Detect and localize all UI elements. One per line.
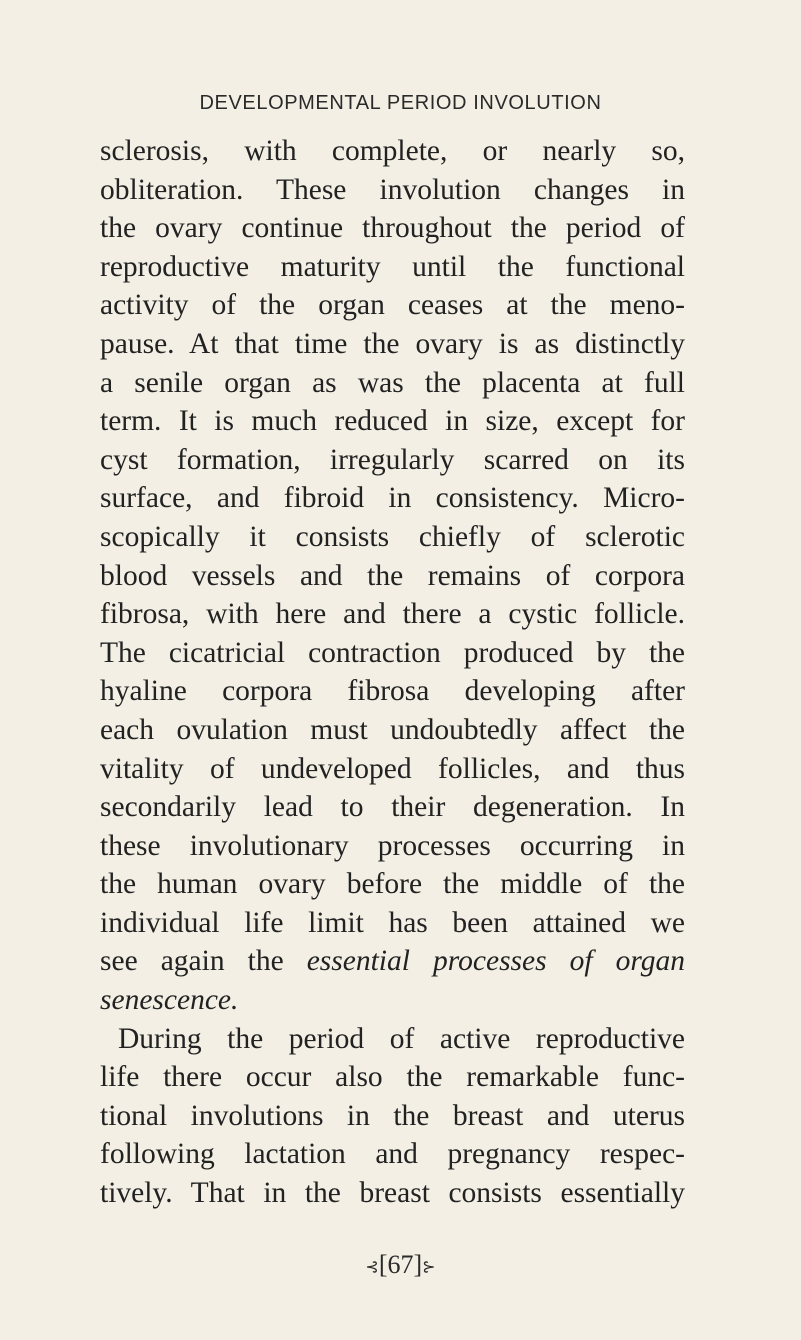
text-line: a senile organ as was the placenta at full xyxy=(100,366,685,399)
running-head: DEVELOPMENTAL PERIOD INVOLUTION xyxy=(199,92,602,114)
text-line: blood vessels and the remains of corpora xyxy=(100,559,685,592)
text-line: life there occur also the remarkable func- xyxy=(100,1061,685,1094)
text-line: cyst formation, irregularly scarred on its xyxy=(100,443,685,476)
text-line: the ovary continue throughout the period of xyxy=(100,212,685,245)
text-line: vitality of undeveloped follicles, and thus xyxy=(100,752,685,785)
text-line xyxy=(100,981,685,1020)
body-text xyxy=(100,132,685,1213)
emphasis-text: senescence. xyxy=(100,984,239,1017)
text-line xyxy=(100,942,685,981)
text-line: following lactation and pregnancy respec- xyxy=(100,1138,685,1171)
text-line: term. It is much reduced in size, except for xyxy=(100,405,685,438)
text-line: reproductive maturity until the functional xyxy=(100,250,685,283)
page-number xyxy=(0,1250,801,1280)
text-line: tively. That in the breast consists essentially xyxy=(100,1177,685,1210)
text-line: sclerosis, with complete, or nearly so, xyxy=(100,135,685,167)
text-line: each ovulation must undoubtedly affect the xyxy=(100,713,685,746)
text-line: surface, and fibroid in consistency. Micro- xyxy=(100,482,685,515)
text-line: pause. At that time the ovary is as distinctly xyxy=(100,327,685,360)
emphasis-text: essential processes of organ xyxy=(306,945,686,978)
text-run: see again the xyxy=(100,945,284,978)
left-ornament-icon: ⊰ xyxy=(365,1259,379,1277)
text-line: these involutionary processes occurring in xyxy=(100,829,685,862)
text-line: The cicatricial contraction produced by the xyxy=(100,636,685,669)
text-line: hyaline corpora fibrosa developing after xyxy=(100,675,685,708)
right-ornament-icon: ⊱ xyxy=(422,1259,436,1277)
text-line: obliteration. These involution changes in xyxy=(100,173,685,206)
text-line: the human ovary before the middle of the xyxy=(100,868,685,901)
text-line: tional involutions in the breast and uterus xyxy=(100,1099,685,1132)
text-line: activity of the organ ceases at the meno- xyxy=(100,289,685,322)
paragraph-start-line: During the period of active reproductive xyxy=(118,1022,685,1055)
text-line: fibrosa, with here and there a cystic follicle. xyxy=(100,598,685,631)
page-number-text: [67] xyxy=(378,1250,423,1279)
text-line: scopically it consists chiefly of sclerotic xyxy=(100,520,685,553)
text-line: secondarily lead to their degeneration. In xyxy=(100,791,685,824)
text-line: individual life limit has been attained we xyxy=(100,906,685,939)
